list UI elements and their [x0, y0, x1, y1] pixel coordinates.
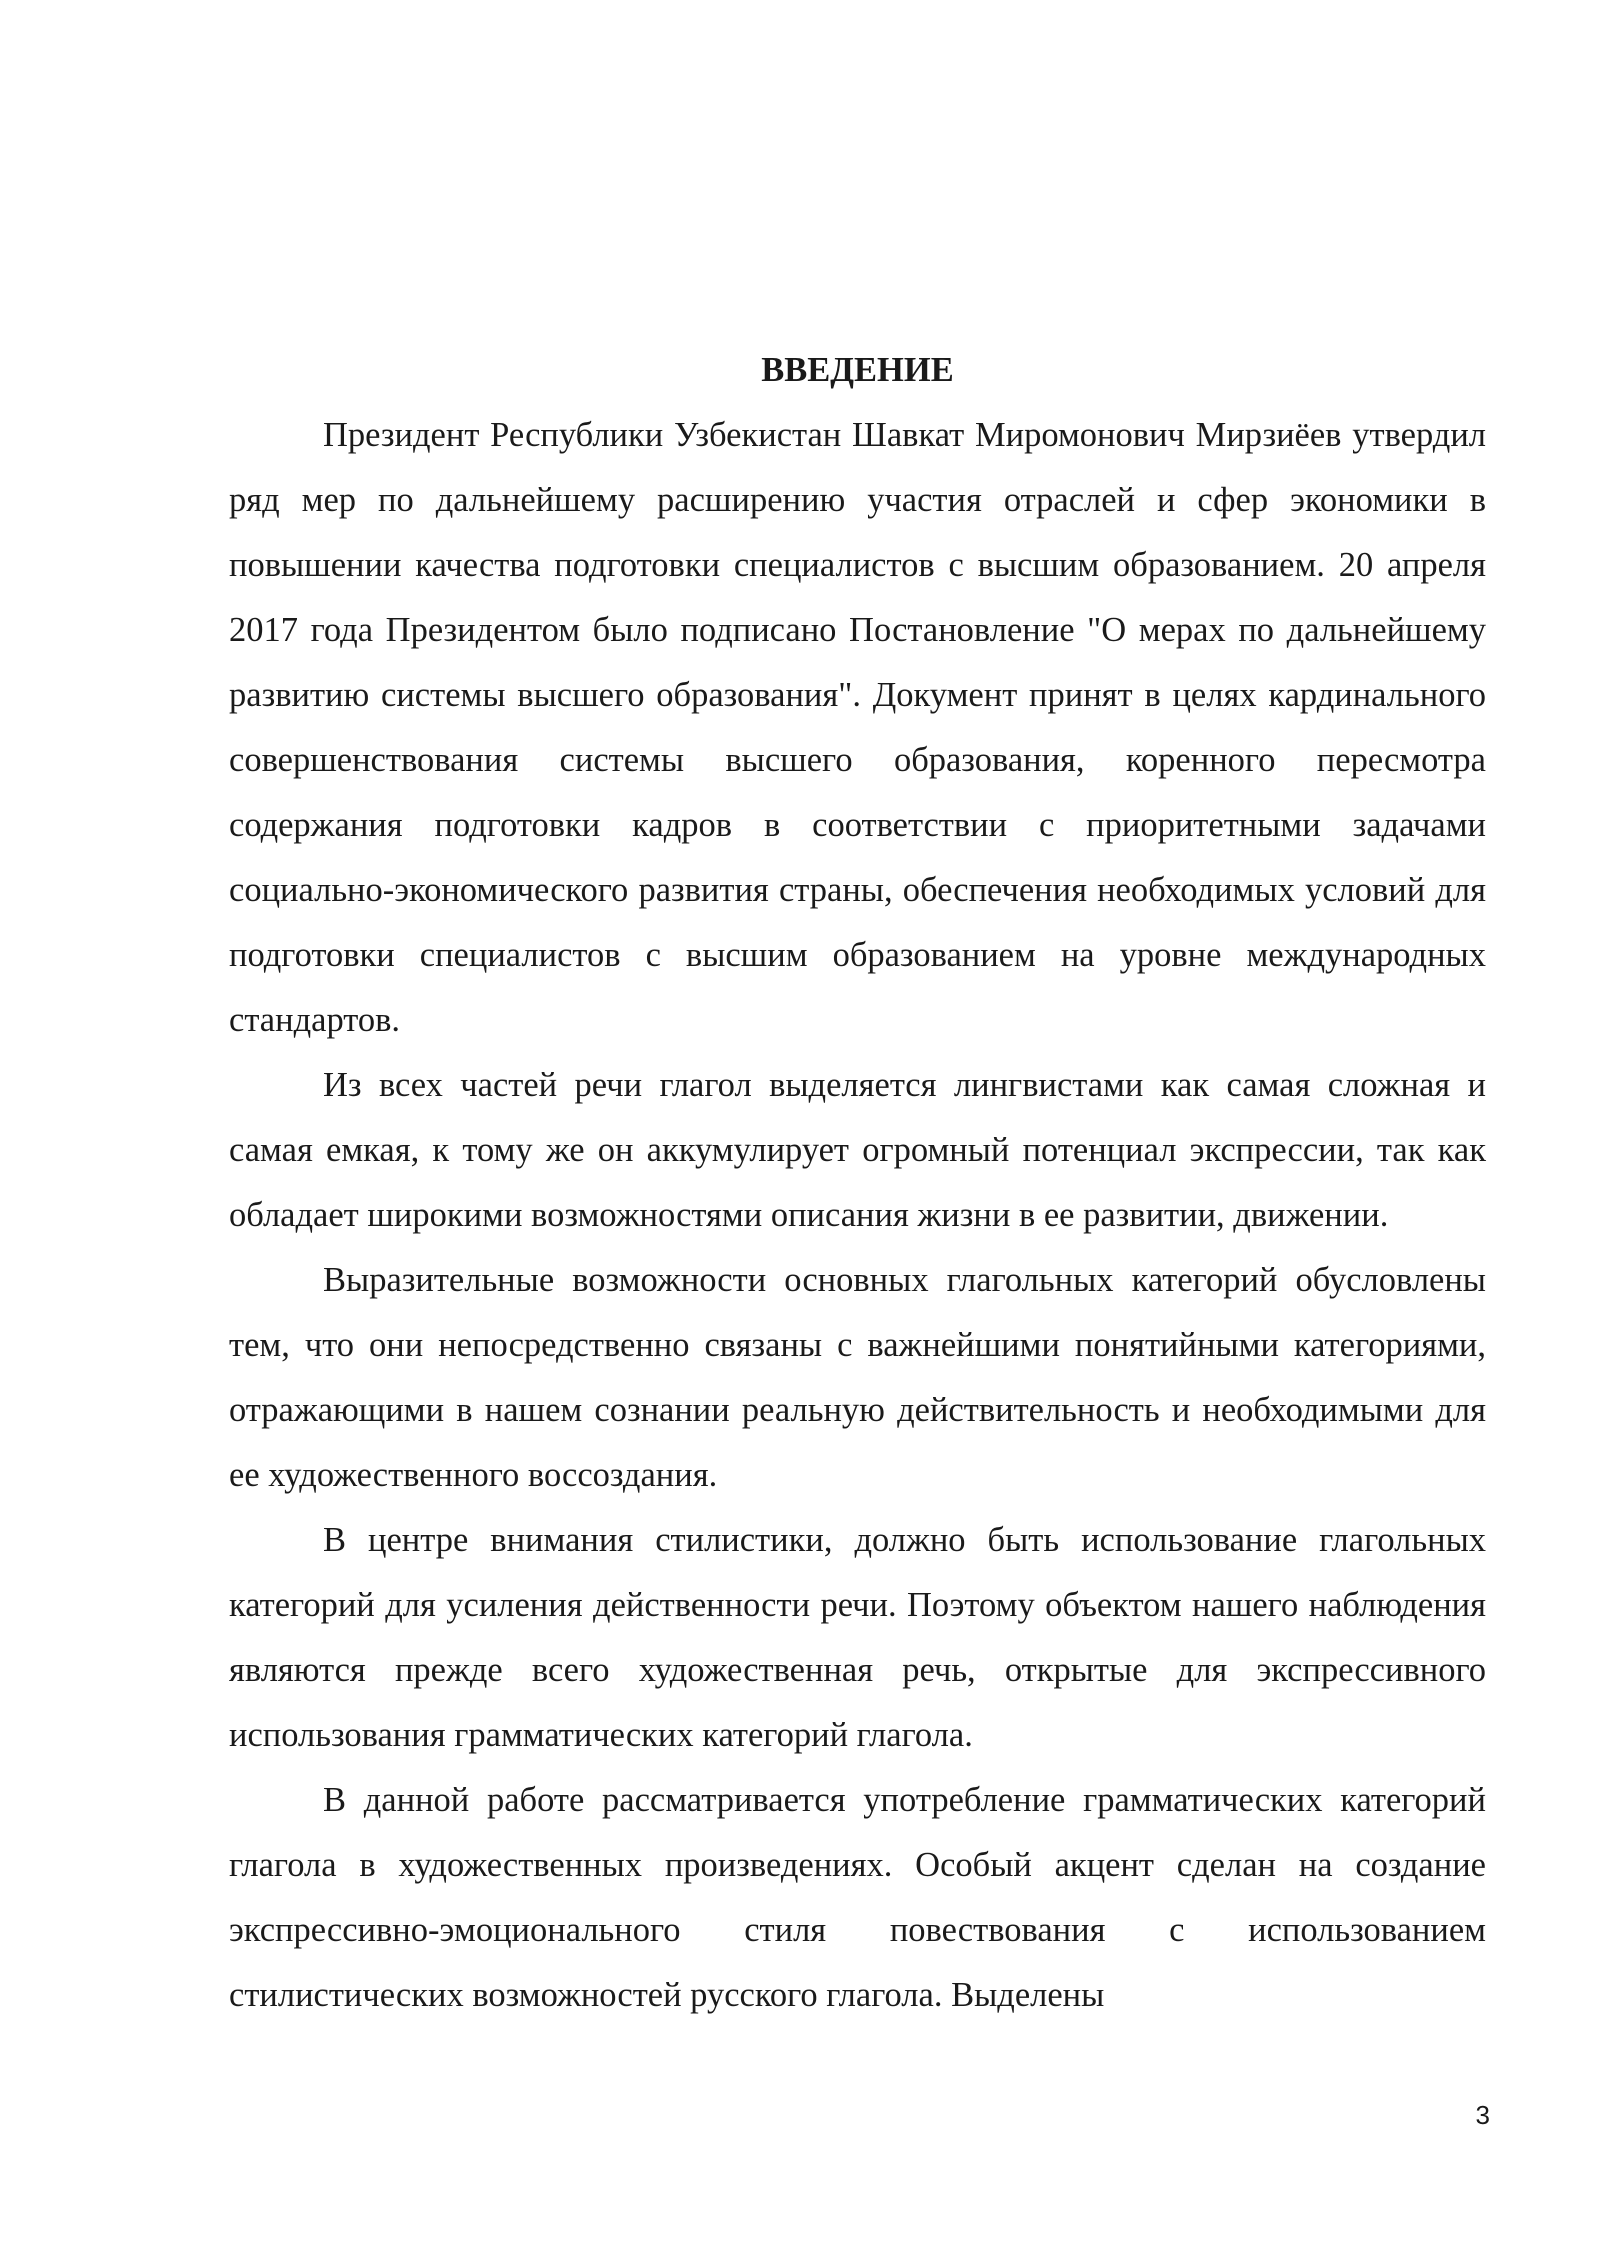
- paragraph-4: В центре внимания стилистики, должно быть использование глагольных категорий для усиления действенности речи. Поэтому объектом нашего наблюдения являются прежде всего художественная речь, открытые для экспрессивного использования грамматических категорий глагола.: [229, 1521, 1486, 1754]
- page-title: ВВЕДЕНИЕ: [761, 351, 954, 389]
- paragraph-2: Из всех частей речи глагол выделяется лингвистами как самая сложная и самая емкая, к тому же он аккумулирует огромный потенциал экспрессии, так как обладает широкими возможностями описания жизни в ее развитии, движении.: [229, 1066, 1486, 1234]
- page-number: 3: [1475, 2100, 1490, 2130]
- page-content: [229, 338, 1486, 2028]
- paragraph-5: В данной работе рассматривается употребление грамматических категорий глагола в художественных произведениях. Особый акцент сделан на создание экспрессивно-эмоционального стиля повествования с использованием стилистических возможностей русского глагола. Выделены: [229, 1781, 1486, 2014]
- paragraph-3: Выразительные возможности основных глагольных категорий обусловлены тем, что они непосредственно связаны с важнейшими понятийными категориями, отражающими в нашем сознании реальную действительность и необходимыми для ее художественного воссоздания.: [229, 1261, 1486, 1494]
- paragraph-1: Президент Республики Узбекистан Шавкат Миромонович Мирзиёев утвердил ряд мер по дальнейшему расширению участия отраслей и сфер экономики в повышении качества подготовки специалистов с высшим образованием. 20 апреля 2017 года Президентом было подписано Постановление "О мерах по дальнейшему развитию системы высшего образования". Документ принят в целях кардинального совершенствования системы высшего образования, коренного пересмотра содержания подготовки кадров в соответствии с приоритетными задачами социально-экономического развития страны, обеспечения необходимых условий для подготовки специалистов с высшим образованием на уровне международных стандартов.: [229, 416, 1486, 1039]
